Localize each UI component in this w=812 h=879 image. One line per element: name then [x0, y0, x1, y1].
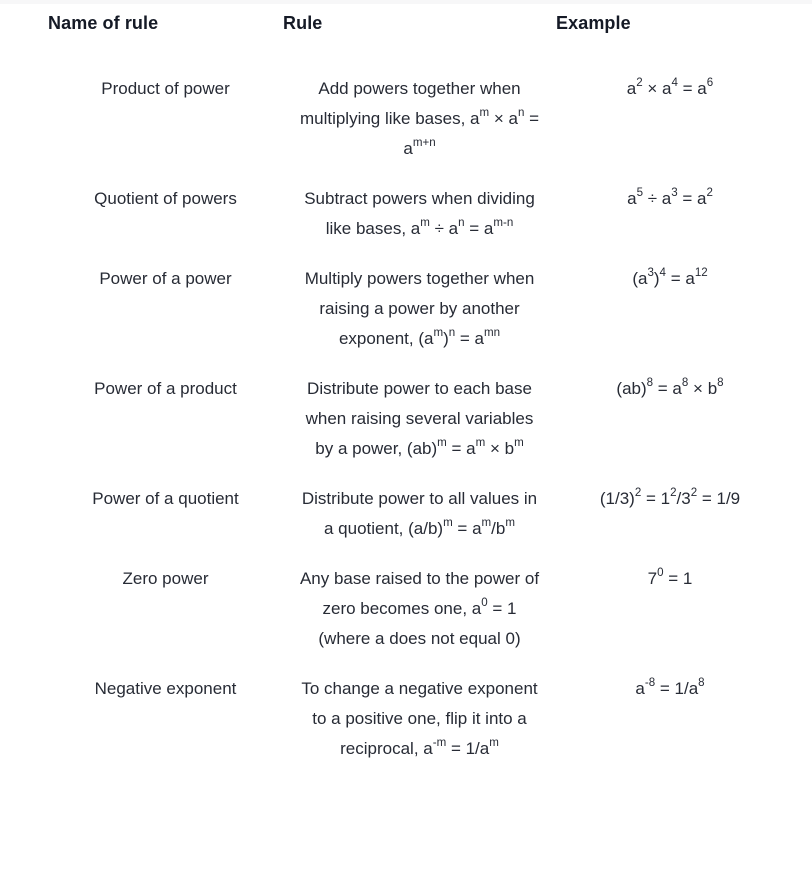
rule-name: Power of a quotient	[92, 489, 239, 508]
table-row-negative-exponent	[48, 674, 784, 764]
table-row-product-of-power	[48, 74, 784, 164]
rule-example: $(a^3)^4 = a^{12}$	[632, 266, 708, 288]
rule-example: $7^0 = 1$	[647, 566, 693, 588]
exponent-rules-table	[0, 4, 812, 764]
column-header-example: Example	[556, 13, 631, 33]
rule-description: Distribute power to all values in a quotient, $(a/b)^m = a^m/b^m$	[301, 489, 538, 538]
rule-example: $a^{-8} = 1/a^8$	[635, 676, 705, 698]
table-row-power-of-a-product	[48, 374, 784, 464]
rule-example: $(1/3)^2 = 1^2/3^2 = 1/9$	[599, 486, 741, 508]
column-header-name-of-rule: Name of rule	[48, 13, 159, 33]
table-row-zero-power	[48, 564, 784, 654]
rule-name: Product of power	[101, 79, 230, 98]
rule-example: $a^5 \div a^3 = a^2$	[627, 186, 713, 208]
rule-description: Distribute power to each base when raising several variables by a power, $(ab)^m = a^m \times b^m$	[305, 379, 534, 458]
rule-name: Zero power	[122, 569, 209, 588]
rule-name: Quotient of powers	[94, 189, 237, 208]
table-body	[48, 74, 784, 764]
rule-name: Power of a power	[99, 269, 232, 288]
rule-description: To change a negative exponent to a positive one, flip it into a reciprocal, $a^{-m} = 1/a^m$	[301, 679, 538, 758]
column-header-rule: Rule	[283, 13, 323, 33]
table-header-row	[48, 4, 784, 36]
rule-description: Subtract powers when dividing like bases, $a^m \div a^n = a^{m-n}$	[304, 189, 535, 238]
table-row-power-of-a-power	[48, 264, 784, 354]
rule-description: Any base raised to the power of zero becomes one, $a^0 = 1$ (where a does not equal 0)	[299, 569, 540, 648]
rule-example: $a^2 \times a^4 = a^6$	[626, 76, 714, 98]
rule-name: Negative exponent	[94, 679, 237, 698]
table-row-power-of-a-quotient	[48, 484, 784, 544]
rule-name: Power of a product	[94, 379, 237, 398]
table-row-quotient-of-powers	[48, 184, 784, 244]
rule-description: Multiply powers together when raising a power by another exponent, $(a^m)^n = a^{mn}$	[304, 269, 535, 348]
rule-example: $(ab)^8 = a^8 \times b^8$	[616, 376, 724, 398]
rule-description: Add powers together when multiplying like bases, $a^m \times a^n = a^{m+n}$	[299, 79, 540, 158]
